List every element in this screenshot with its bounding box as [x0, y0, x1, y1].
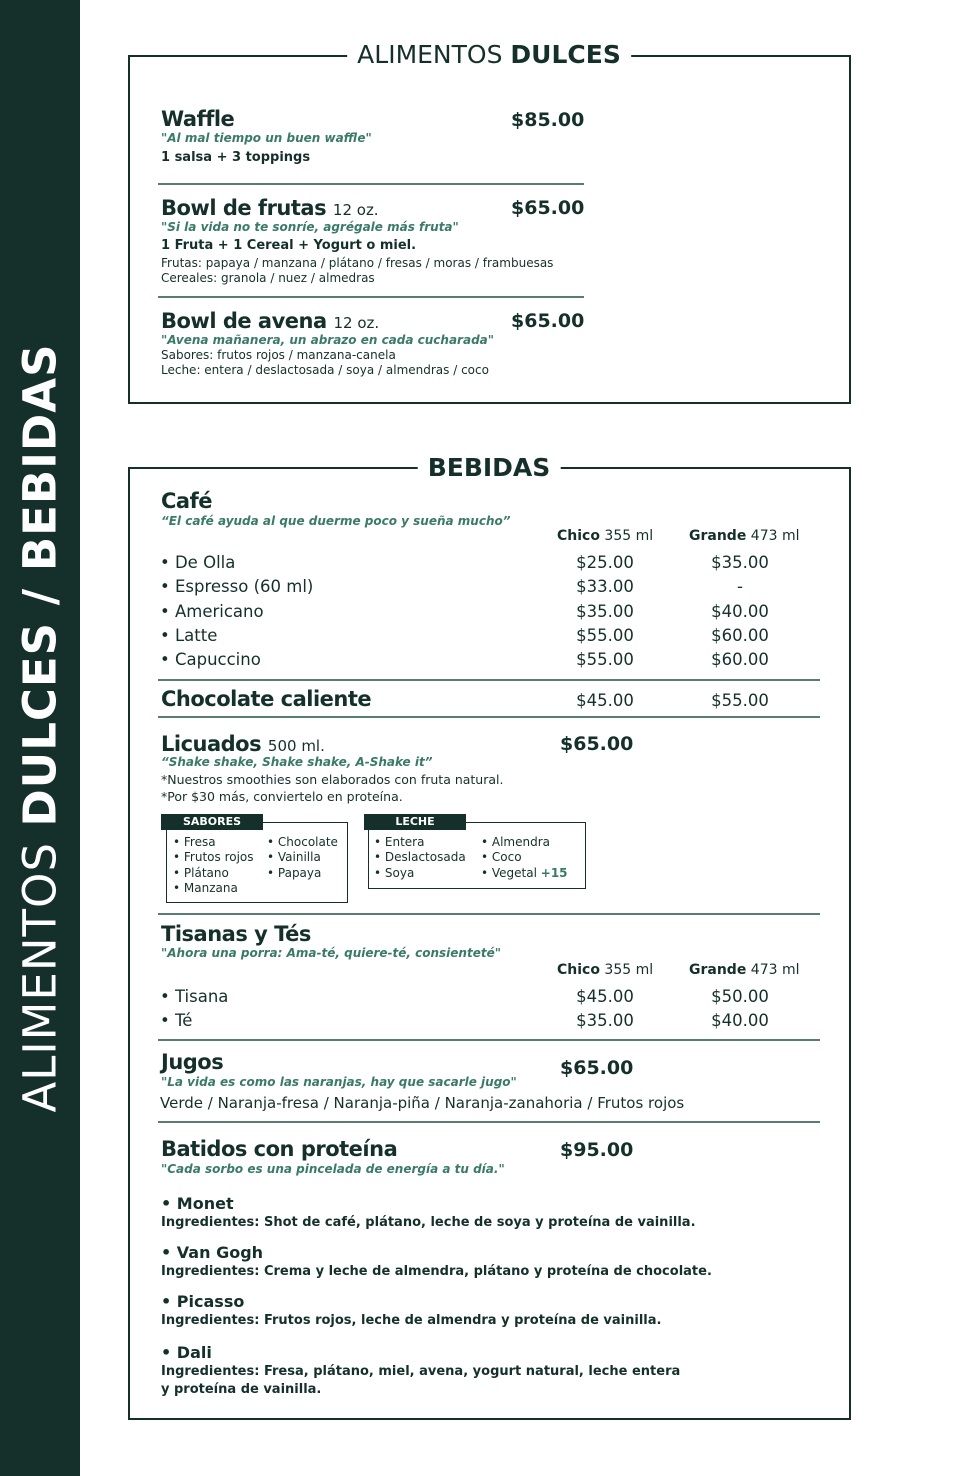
milk-vegetal-label: • Vegetal	[481, 866, 537, 880]
divider	[158, 1039, 820, 1041]
tisanas-header-grande	[689, 962, 799, 978]
avena-name-text: Bowl de avena	[161, 309, 327, 333]
jugos-quote: "La vida es como las naranjas, hay que sacarle jugo"	[161, 1075, 517, 1089]
frutas-name	[161, 196, 379, 220]
milk-item: • Soya	[374, 866, 415, 880]
licuados-name	[161, 732, 325, 756]
licuados-name-text: Licuados	[161, 732, 262, 756]
frutas-detail: 1 Fruta + 1 Cereal + Yogurt o miel.	[161, 238, 417, 253]
hdr-grande-ml: 473 ml	[750, 528, 800, 544]
cafe-price-chico: $35.00	[576, 602, 634, 621]
frutas-cereals: Cereales: granola / nuez / almedras	[161, 271, 375, 285]
batido-ingredients-cont: y proteína de vainilla.	[161, 1382, 322, 1397]
cafe-item: • Latte	[160, 626, 218, 645]
waffle-quote: "Al mal tiempo un buen waffle"	[161, 131, 372, 145]
batido-name: • Monet	[161, 1194, 234, 1213]
divider	[158, 1121, 820, 1123]
cafe-price-grande: -	[737, 577, 743, 596]
cafe-item: • Capuccino	[160, 650, 261, 669]
dulces-title-bold: DULCES	[510, 40, 621, 69]
sidebar-title-bold: DULCES / BEBIDAS	[13, 343, 67, 827]
hdr-chico: Chico	[557, 528, 600, 544]
cafe-item: • Americano	[160, 602, 264, 621]
batido-ingredients: Ingredientes: Shot de café, plátano, leche de soya y proteína de vainilla.	[161, 1215, 696, 1230]
waffle-detail: 1 salsa + 3 toppings	[161, 150, 311, 165]
milk-item-vegetal	[481, 866, 568, 880]
cafe-price-chico: $25.00	[576, 553, 634, 572]
avena-flavors: Sabores: frutos rojos / manzana-canela	[161, 348, 396, 362]
hdr-chico-ml: 355 ml	[604, 962, 654, 978]
frutas-fruits: Frutas: papaya / manzana / plátano / fresas / moras / frambuesas	[161, 256, 554, 270]
divider	[158, 913, 820, 915]
chocolate-price-chico: $45.00	[576, 691, 634, 710]
licuados-quote: “Shake shake, Shake shake, A-Shake it”	[161, 755, 433, 769]
flavor-item: • Manzana	[173, 881, 238, 895]
batido-ingredients: Ingredientes: Fresa, plátano, miel, avena, yogurt natural, leche entera	[161, 1364, 681, 1379]
flavor-item: • Papaya	[267, 866, 322, 880]
dulces-title-prefix: ALIMENTOS	[357, 40, 511, 69]
cafe-item: • De Olla	[160, 553, 236, 572]
milk-item: • Deslactosada	[374, 850, 466, 864]
batido-name: • Dali	[161, 1343, 212, 1362]
frutas-price: $65.00	[511, 197, 585, 219]
cafe-name: Café	[161, 489, 212, 513]
tisanas-name: Tisanas y Tés	[161, 922, 311, 946]
chocolate-price-grande: $55.00	[711, 691, 769, 710]
cafe-price-grande: $40.00	[711, 602, 769, 621]
cafe-price-grande: $60.00	[711, 626, 769, 645]
bebidas-title: BEBIDAS	[418, 453, 561, 482]
licuados-note2: *Por $30 más, conviertelo en proteína.	[161, 789, 403, 804]
avena-name	[161, 309, 379, 333]
chocolate-name: Chocolate caliente	[161, 687, 372, 711]
batidos-quote: "Cada sorbo es una pincelada de energía a tu día."	[161, 1162, 505, 1176]
cafe-price-grande: $60.00	[711, 650, 769, 669]
waffle-price: $85.00	[511, 109, 585, 131]
flavor-item: • Fresa	[173, 835, 216, 849]
batido-ingredients: Ingredientes: Frutos rojos, leche de almendra y proteína de vainilla.	[161, 1313, 662, 1328]
tisanas-header-chico	[557, 962, 653, 978]
frutas-size: 12 oz.	[332, 201, 379, 219]
cafe-price-chico: $33.00	[576, 577, 634, 596]
flavor-item: • Plátano	[173, 866, 229, 880]
flavor-item: • Frutos rojos	[173, 850, 254, 864]
frutas-quote: "Si la vida no te sonríe, agrégale más fruta"	[161, 220, 459, 234]
licuados-price: $65.00	[560, 733, 634, 755]
jugos-name: Jugos	[161, 1050, 224, 1074]
jugos-price: $65.00	[560, 1057, 634, 1079]
tisana-price-grande: $40.00	[711, 1011, 769, 1030]
batidos-name: Batidos con proteína	[161, 1137, 398, 1161]
sabores-tab: SABORES	[161, 814, 263, 830]
cafe-price-chico: $55.00	[576, 650, 634, 669]
cafe-price-grande: $35.00	[711, 553, 769, 572]
cafe-item: • Espresso (60 ml)	[160, 577, 314, 596]
hdr-chico: Chico	[557, 962, 600, 978]
tisana-item: • Té	[160, 1011, 193, 1030]
divider	[158, 679, 820, 681]
batidos-price: $95.00	[560, 1139, 634, 1161]
cafe-price-chico: $55.00	[576, 626, 634, 645]
tisana-price-chico: $45.00	[576, 987, 634, 1006]
cafe-quote: “El café ayuda al que duerme poco y sueña mucho”	[161, 514, 511, 528]
hdr-grande: Grande	[689, 528, 747, 544]
milk-item: • Almendra	[481, 835, 551, 849]
leche-tab: LECHE	[364, 814, 466, 830]
licuados-note1: *Nuestros smoothies son elaborados con fruta natural.	[161, 772, 504, 787]
jugos-options: Verde / Naranja-fresa / Naranja-piña / Naranja-zanahoria / Frutos rojos	[160, 1094, 685, 1112]
milk-item: • Coco	[481, 850, 522, 864]
avena-size: 12 oz.	[333, 314, 380, 332]
waffle-name: Waffle	[161, 107, 235, 131]
dulces-title	[347, 40, 631, 69]
cafe-header-chico	[557, 528, 653, 544]
sidebar-title-prefix: ALIMENTOS	[13, 826, 67, 1113]
vegetal-extra: +15	[540, 866, 568, 880]
divider	[158, 183, 584, 185]
frutas-name-text: Bowl de frutas	[161, 196, 327, 220]
tisana-price-grande: $50.00	[711, 987, 769, 1006]
batido-name: • Van Gogh	[161, 1243, 264, 1262]
flavor-item: • Vainilla	[267, 850, 321, 864]
tisana-item: • Tisana	[160, 987, 229, 1006]
hdr-grande-ml: 473 ml	[750, 962, 800, 978]
avena-milk: Leche: entera / deslactosada / soya / almendras / coco	[161, 363, 489, 377]
milk-item: • Entera	[374, 835, 425, 849]
sidebar-band	[0, 0, 80, 1476]
batido-ingredients: Ingredientes: Crema y leche de almendra, plátano y proteína de chocolate.	[161, 1264, 712, 1279]
flavor-item: • Chocolate	[267, 835, 338, 849]
tisanas-quote: "Ahora una porra: Ama-té, quiere-té, consienteté"	[161, 946, 501, 960]
licuados-size: 500 ml.	[267, 737, 325, 755]
avena-quote: "Avena mañanera, un abrazo en cada cucharada"	[161, 333, 495, 347]
cafe-header-grande	[689, 528, 799, 544]
avena-price: $65.00	[511, 310, 585, 332]
sidebar-title	[14, 343, 67, 1112]
hdr-grande: Grande	[689, 962, 747, 978]
batido-name: • Picasso	[161, 1292, 245, 1311]
divider	[158, 296, 584, 298]
hdr-chico-ml: 355 ml	[604, 528, 654, 544]
divider	[158, 716, 820, 718]
tisana-price-chico: $35.00	[576, 1011, 634, 1030]
